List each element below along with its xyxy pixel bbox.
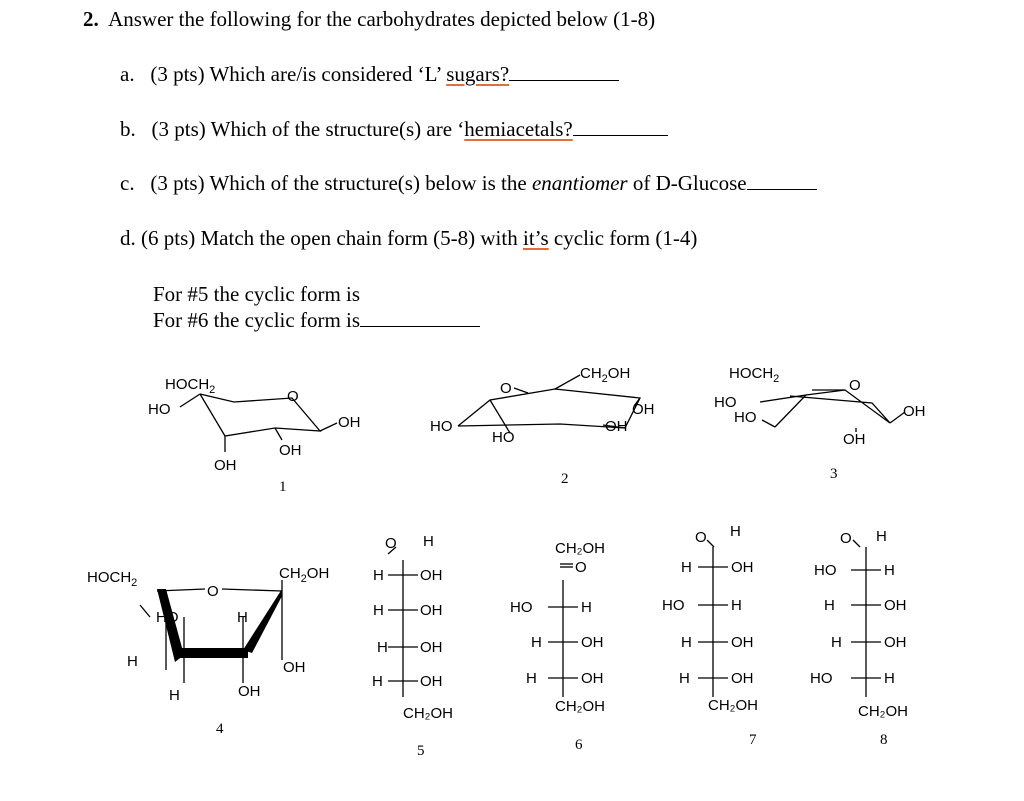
s3-oh-c1: OH bbox=[903, 403, 926, 420]
s7-row4-left: H bbox=[679, 670, 690, 687]
s4-oh-right: OH bbox=[283, 659, 306, 676]
s6-row3-right: OH bbox=[581, 670, 604, 687]
s2-ho-c3: HO bbox=[492, 429, 515, 446]
s5-row1-right: OH bbox=[420, 567, 443, 584]
s7-aldehyde-o: O bbox=[695, 529, 707, 546]
s1-ho-label: HO bbox=[148, 401, 171, 418]
s7-row2-right: H bbox=[731, 597, 742, 614]
s1-oh-right: OH bbox=[338, 414, 361, 431]
s6-row3-left: H bbox=[526, 670, 537, 687]
s7-aldehyde-h: H bbox=[730, 523, 741, 540]
s7-row3-left: H bbox=[681, 634, 692, 651]
s6-carbonyl-o: O bbox=[575, 559, 587, 576]
s8-row3-right: OH bbox=[884, 634, 907, 651]
s2-oh-c1: OH bbox=[632, 401, 655, 418]
s8-row4-right: H bbox=[884, 670, 895, 687]
part-c-letter: c. bbox=[120, 171, 135, 195]
s5-bottom-group: CH₂OH bbox=[403, 705, 453, 722]
s4-h-bottom: H bbox=[169, 687, 180, 704]
s5-row1-left: H bbox=[373, 567, 384, 584]
s8-aldehyde-h: H bbox=[876, 528, 887, 545]
s4-ho-label: HO bbox=[156, 609, 179, 626]
part-b-text: Which of the structure(s) are ‘ bbox=[210, 117, 465, 141]
match-line-6: For #6 the cyclic form is bbox=[153, 308, 480, 333]
s2-ho-c4: HO bbox=[430, 418, 453, 435]
s3-ho-c4: HO bbox=[714, 394, 737, 411]
s6-row1-left: HO bbox=[510, 599, 533, 616]
s4-oh-bottom: OH bbox=[238, 683, 261, 700]
s8-row2-right: OH bbox=[884, 597, 907, 614]
s5-row2-right: OH bbox=[420, 602, 443, 619]
s8-row4-left: HO bbox=[810, 670, 833, 687]
part-b-points: (3 pts) bbox=[151, 117, 206, 141]
s2-ch2oh-label: $CH_2OH$ bbox=[580, 365, 631, 385]
s5-row3-left: H bbox=[377, 639, 388, 656]
s4-ring-oxygen: O bbox=[207, 583, 219, 600]
part-c-emphasis: enantiomer bbox=[531, 171, 628, 195]
s3-oh-c2: OH bbox=[843, 431, 866, 448]
s5-row3-right: OH bbox=[420, 639, 443, 656]
structure-number-2: 2 bbox=[561, 471, 569, 487]
s6-row2-left: H bbox=[531, 634, 542, 651]
s3-ho-c3: HO bbox=[734, 409, 757, 426]
part-a-letter: a. bbox=[120, 62, 135, 86]
question-number: 2. bbox=[83, 7, 99, 31]
s7-row3-right: OH bbox=[731, 634, 754, 651]
s8-row3-left: H bbox=[831, 634, 842, 651]
s2-ring-oxygen: O bbox=[500, 380, 512, 397]
s8-row1-right: H bbox=[884, 562, 895, 579]
part-b-letter: b. bbox=[120, 117, 136, 141]
s8-row1-left: HO bbox=[814, 562, 837, 579]
question-title: Answer the following for the carbohydrates depicted below (1-8) bbox=[108, 7, 656, 31]
s6-row2-right: OH bbox=[581, 634, 604, 651]
s7-row2-left: HO bbox=[662, 597, 685, 614]
s1-hoch2-label: $HOCH_2$ bbox=[165, 376, 216, 396]
s8-bottom-group: CH₂OH bbox=[858, 703, 908, 720]
s4-h-left: H bbox=[127, 653, 138, 670]
structure-number-4: 4 bbox=[216, 721, 224, 737]
part-d-text-after: cyclic form (1-4) bbox=[548, 226, 698, 250]
s1-oh-c3: OH bbox=[279, 442, 302, 459]
s8-row2-left: H bbox=[824, 597, 835, 614]
structure-number-7: 7 bbox=[749, 732, 757, 748]
s3-ring-oxygen: O bbox=[849, 377, 861, 394]
s4-hoch2-label: $HOCH_2$ bbox=[87, 569, 138, 589]
part-b-flagged-word: hemiacetals? bbox=[464, 117, 573, 141]
structure-number-5: 5 bbox=[417, 743, 425, 759]
s5-row4-left: H bbox=[372, 673, 383, 690]
structure-number-1: 1 bbox=[279, 479, 287, 495]
part-c-text: Which of the structure(s) below is the bbox=[209, 171, 532, 195]
part-a-text: Which are/is considered ‘L’ bbox=[209, 62, 447, 86]
s6-top-group: CH₂OH bbox=[555, 540, 605, 557]
part-a-flagged-word: sugars? bbox=[446, 62, 510, 86]
s4-h-top: H bbox=[237, 609, 248, 626]
part-d-text: d. (6 pts) Match the open chain form (5-8) with bbox=[120, 226, 523, 250]
s6-row1-right: H bbox=[581, 599, 592, 616]
structure-number-6: 6 bbox=[575, 737, 583, 753]
s7-row1-right: OH bbox=[731, 559, 754, 576]
part-c-points: (3 pts) bbox=[150, 171, 205, 195]
s1-ring-oxygen: O bbox=[287, 388, 299, 405]
part-c-text-after: of D-Glucose bbox=[627, 171, 747, 195]
s5-aldehyde-h: H bbox=[423, 533, 434, 550]
s5-row4-right: OH bbox=[420, 673, 443, 690]
s2-oh-c2: OH bbox=[605, 418, 628, 435]
match-line-5: For #5 the cyclic form is bbox=[153, 282, 361, 306]
part-a-points: (3 pts) bbox=[150, 62, 205, 86]
structure-number-3: 3 bbox=[830, 466, 838, 482]
structure-number-8: 8 bbox=[880, 732, 888, 748]
part-d-flagged-word: it’s bbox=[522, 226, 549, 250]
s7-bottom-group: CH₂OH bbox=[708, 697, 758, 714]
s5-aldehyde-o: O bbox=[385, 535, 397, 552]
s1-oh-c4: OH bbox=[214, 457, 237, 474]
s5-row2-left: H bbox=[373, 602, 384, 619]
s6-bottom-group: CH₂OH bbox=[555, 698, 605, 715]
s4-ch2oh-label: $CH_2OH$ bbox=[279, 565, 330, 585]
s3-hoch2-label: $HOCH_2$ bbox=[729, 365, 780, 385]
s8-aldehyde-o: O bbox=[840, 530, 852, 547]
s7-row1-left: H bbox=[681, 559, 692, 576]
s7-row4-right: OH bbox=[731, 670, 754, 687]
